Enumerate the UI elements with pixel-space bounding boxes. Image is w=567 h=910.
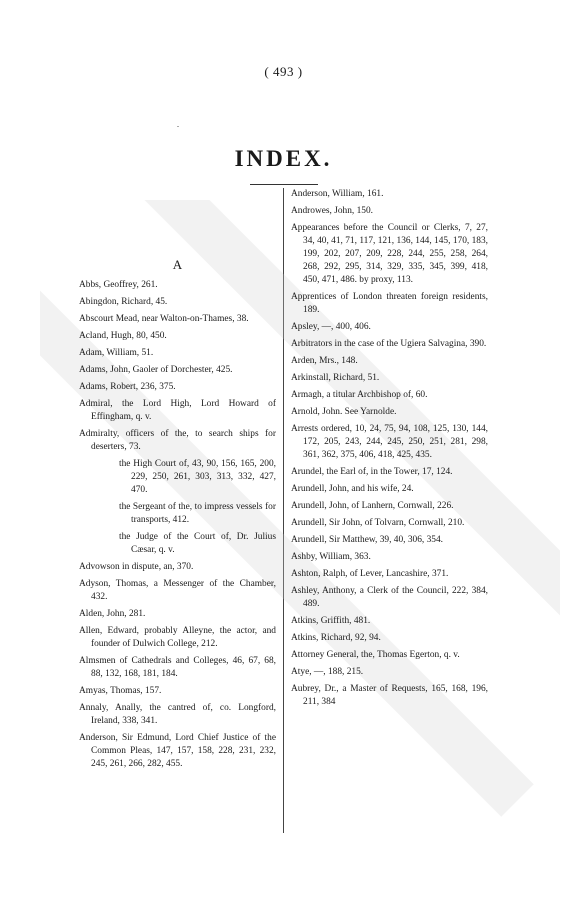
- page-number: ( 493 ): [264, 64, 303, 79]
- index-entry: Arbitrators in the case of the Ugiera Salvagina, 390.: [291, 339, 487, 349]
- index-entry: Atkins, Richard, 92, 94.: [291, 633, 381, 643]
- index-entry: Arundell, Sir John, of Tolvarn, Cornwall, 210.: [291, 518, 465, 528]
- index-entry: Adam, William, 51.: [79, 348, 154, 358]
- index-title: INDEX.: [234, 146, 333, 171]
- index-entry: Arundell, Sir Matthew, 39, 40, 306, 354.: [291, 535, 443, 545]
- index-entry: Attorney General, the, Thomas Egerton, q. v.: [291, 650, 460, 660]
- index-entry: Arundell, John, and his wife, 24.: [291, 484, 414, 494]
- left-entry-list: [79, 279, 276, 771]
- index-entry: Arkinstall, Richard, 51.: [291, 373, 380, 383]
- margin-mark: .: [177, 120, 179, 129]
- index-entry: Ashby, William, 363.: [291, 552, 371, 562]
- index-entry: Arundel, the Earl of, in the Tower, 17, 124.: [291, 467, 453, 477]
- index-entry: Annaly, Anally, the cantred of, co. Longford, Ireland, 338, 341.: [79, 703, 276, 726]
- index-entry: Arden, Mrs., 148.: [291, 356, 358, 366]
- index-entry: Almsmen of Cathedrals and Colleges, 46, 67, 68, 88, 132, 168, 181, 184.: [79, 656, 276, 679]
- index-entry: Atkins, Griffith, 481.: [291, 616, 371, 626]
- index-entry: Apsley, —, 400, 406.: [291, 322, 371, 332]
- section-letter: A: [172, 257, 183, 272]
- index-entry: Acland, Hugh, 80, 450.: [79, 331, 167, 341]
- index-entry: Ashton, Ralph, of Lever, Lancashire, 371.: [291, 569, 449, 579]
- index-entry: Armagh, a titular Archbishop of, 60.: [291, 390, 428, 400]
- right-entry-list: [291, 188, 488, 709]
- index-entry: Appearances before the Council or Clerks, 7, 27, 34, 40, 41, 71, 117, 121, 136, 144, 145, 170, 183, 199, 202, 207, 209, 228, 244, 255, 258, 264, 268, 292, 295, 314, 329, 335, 345, 399, 418, 450, 471, 486. by proxy, 113.: [291, 223, 488, 285]
- left-column: [79, 258, 276, 775]
- index-entry: Atye, —, 188, 215.: [291, 667, 364, 677]
- index-entry: Alden, John, 281.: [79, 609, 146, 619]
- index-entry: Adams, Robert, 236, 375.: [79, 382, 176, 392]
- index-entry: Allen, Edward, probably Alleyne, the actor, and founder of Dulwich College, 212.: [79, 626, 276, 649]
- index-entry: Arnold, John. See Yarnolde.: [291, 407, 397, 417]
- right-column: [291, 188, 488, 713]
- index-entry: Apprentices of London threaten foreign residents, 189.: [291, 292, 488, 315]
- index-entry: Abingdon, Richard, 45.: [79, 297, 168, 307]
- index-entry: the Judge of the Court of, Dr. Julius Cæsar, q. v.: [119, 532, 276, 555]
- index-entry: Advowson in dispute, an, 370.: [79, 562, 194, 572]
- index-entry: Anderson, William, 161.: [291, 189, 384, 199]
- index-entry: Admiralty, officers of the, to search ships for deserters, 73.: [79, 429, 276, 452]
- index-entry: Arrests ordered, 10, 24, 75, 94, 108, 125, 130, 144, 172, 205, 243, 244, 245, 250, 251, 281, 298, 361, 362, 375, 406, 418, 425, 435.: [291, 424, 488, 460]
- index-entry: Arundell, John, of Lanhern, Cornwall, 226.: [291, 501, 454, 511]
- column-divider: [283, 188, 284, 833]
- index-entry: Amyas, Thomas, 157.: [79, 686, 162, 696]
- index-entry: Anderson, Sir Edmund, Lord Chief Justice of the Common Pleas, 147, 157, 158, 228, 231, 232, 245, 261, 266, 282, 455.: [79, 733, 276, 769]
- index-entry: Abscourt Mead, near Walton-on-Thames, 38.: [79, 314, 249, 324]
- index-entry: Adams, John, Gaoler of Dorchester, 425.: [79, 365, 233, 375]
- title-rule: [250, 184, 318, 185]
- index-entry: Ashley, Anthony, a Clerk of the Council, 222, 384, 489.: [291, 586, 488, 609]
- index-entry: Androwes, John, 150.: [291, 206, 374, 216]
- index-entry: the Sergeant of the, to impress vessels for transports, 412.: [119, 502, 276, 525]
- index-entry: Adyson, Thomas, a Messenger of the Chamber, 432.: [79, 579, 276, 602]
- index-entry: Abbs, Geoffrey, 261.: [79, 280, 158, 290]
- index-entry: Aubrey, Dr., a Master of Requests, 165, 168, 196, 211, 384: [291, 684, 488, 707]
- index-entry: Admiral, the Lord High, Lord Howard of Effingham, q. v.: [79, 399, 276, 422]
- index-entry: the High Court of, 43, 90, 156, 165, 200, 229, 250, 261, 303, 313, 332, 427, 470.: [119, 459, 276, 495]
